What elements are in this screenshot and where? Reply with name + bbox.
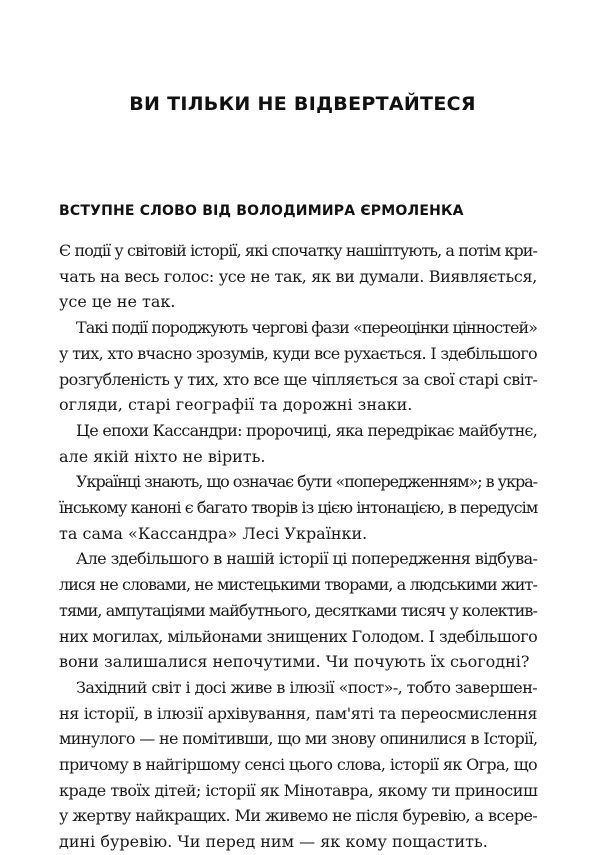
text-line: минулого — не помітивши, що ми знову опинилися в Історії, (59, 729, 538, 749)
text-line: у тих, хто вчасно зрозумів, куди все рухається. І здебільшого (59, 343, 537, 363)
text-line: причому в найгіршому сенсі цього слова, історії як Огра, що (59, 755, 537, 775)
text-line: але якій ніхто не вірить. (59, 446, 266, 466)
text-line: вони залишалися непочутими. Чи почують їх сьогодні? (59, 652, 530, 672)
text-line: Але здебільшого в нашій історії ці попередження відбува- (76, 549, 538, 569)
body-text (59, 238, 537, 855)
text-line: Є події у світовій історії, які спочатку нашіптують, а потім кри- (59, 241, 537, 260)
chapter-title: ВИ ТІЛЬКИ НЕ ВІДВЕРТАЙТЕСЯ (129, 93, 476, 115)
text-line: розгубленість у тих, хто все ще чіпляється за свої старі світ- (59, 369, 538, 389)
text-line: та сама «Кассандра» Лесі Українки. (59, 523, 368, 543)
text-line: Західний світ і досі живе в ілюзії «пост»-, тобто завершен- (76, 677, 538, 697)
text-line: огляди, старі географії та дорожні знаки. (59, 395, 413, 415)
text-line: ня історії, в ілюзії архівування, пам'яті та переосмислення (59, 703, 538, 723)
text-line: краде твоїх дітей; історії як Мінотавра, якому ти приносиш (59, 780, 538, 800)
text-line: дині буревію. Чи перед ним — як кому пощастить. (59, 832, 488, 852)
text-line: тями, ампутаціями майбутнього, десятками тисяч у колектив- (59, 600, 537, 620)
text-line: чать на весь голос: усе не так, як ви думали. Виявляється, (59, 266, 537, 286)
text-line: усе це не так. (59, 292, 176, 312)
section-heading: ВСТУПНЕ СЛОВО ВІД ВОЛОДИМИРА ЄРМОЛЕНКА (59, 203, 464, 219)
text-line: їнському каноні є багато творів із цією інтонацією, в передусім (59, 498, 538, 518)
text-line: лися не словами, не мистецькими творами, а людськими жит- (59, 575, 537, 595)
text-line: Такі події породжують чергові фази «переоцінки цінностей» (76, 318, 537, 338)
text-line: них могилах, мільйонами знищених Голодом. І здебільшого (59, 626, 538, 646)
text-line: Це епохи Кассандри: пророчиці, яка передрікає майбутнє, (76, 420, 538, 440)
text-line: Українці знають, що означає бути «попередженням»; в укра- (76, 472, 537, 492)
text-line: у жертву найкращих. Ми живемо не після буревію, а всере- (59, 806, 538, 826)
